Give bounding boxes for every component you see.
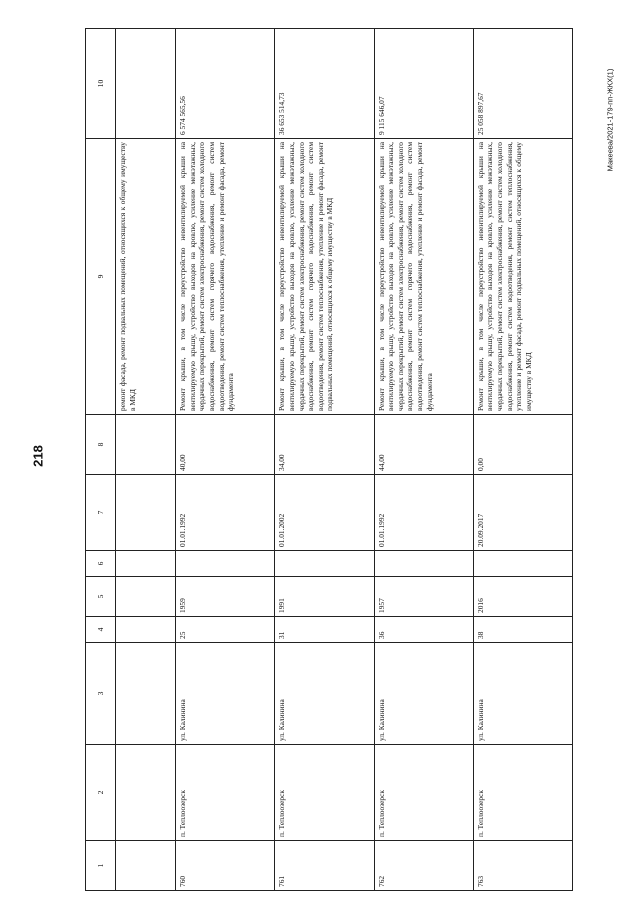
- column-number-row: [86, 29, 116, 891]
- cost: 36 653 514,73: [275, 29, 374, 139]
- settlement: п. Теплоозерск: [473, 745, 572, 841]
- cost: 25 058 897,67: [473, 29, 572, 139]
- build-year: 1957: [374, 577, 473, 617]
- repair-date: 01.01.1992: [176, 475, 275, 551]
- col-6: [473, 551, 572, 577]
- build-year: 2016: [473, 577, 572, 617]
- row-number: 761: [275, 841, 374, 891]
- work-description: Ремонт крыши, в том числе переустройство невентилируемой крыши на вентилируемую крышу, устройство выходов на кровлю, усиление межэтажных, чердачных перекрытий, ремонт систем электроснабжения, ремонт систем холодного водоснабжения, ремонт систем горячего водоснабжения, ремонт систем водоотведения, ремонт систем теплоснабжения, утепление и ремонт фасада, ремонт фундамента: [176, 139, 275, 415]
- work-description: ремонт фасада, ремонт подвальных помещений, относящихся к общему имуществу в МКД: [116, 139, 176, 415]
- street: ул. Калинина: [374, 643, 473, 745]
- column-header: 6: [86, 551, 116, 577]
- row-number: 760: [176, 841, 275, 891]
- street: ул. Калинина: [176, 643, 275, 745]
- work-description: Ремонт крыши, в том числе переустройство невентилируемой крыши на вентилируемую крышу, устройство выходов на кровлю, усиление межэтажных, чердачных перекрытий, ремонт систем электроснабжения, ремонт систем холодного водоснабжения, ремонт систем горячего водоснабжения, ремонт систем водоотведения, ремонт систем теплоснабжения, утепление и ремонт фасада, ремонт подвальных помещений, относящихся к общему имуществу в МКД: [275, 139, 374, 415]
- col-6: [374, 551, 473, 577]
- house-number: 38: [473, 617, 572, 643]
- column-header: 5: [86, 577, 116, 617]
- wear-percent: 34,00: [275, 415, 374, 475]
- table-row: [374, 29, 473, 891]
- column-header: 9: [86, 139, 116, 415]
- col-6: [275, 551, 374, 577]
- settlement: п. Теплоозерск: [176, 745, 275, 841]
- repair-date: 01.01.1992: [374, 475, 473, 551]
- repair-program-table: [85, 28, 573, 891]
- cost: 6 574 565,56: [176, 29, 275, 139]
- settlement: п. Теплоозерск: [374, 745, 473, 841]
- continuation-row: [116, 29, 176, 891]
- house-number: 36: [374, 617, 473, 643]
- page-number: 218: [30, 445, 46, 467]
- row-number: 762: [374, 841, 473, 891]
- work-description: Ремонт крыши, в том числе переустройство невентилируемой крыши на вентилируемую крышу, устройство выходов на кровлю, усиление межэтажных, чердачных перекрытий, ремонт систем электроснабжения, ремонт систем холодного водоснабжения, ремонт систем горячего водоснабжения, ремонт систем водоотведения, ремонт систем теплоснабжения, утепление и ремонт фасада, ремонт фундамента: [374, 139, 473, 415]
- wear-percent: 44,00: [374, 415, 473, 475]
- house-number: 25: [176, 617, 275, 643]
- column-header: 8: [86, 415, 116, 475]
- cost: 9 115 646,07: [374, 29, 473, 139]
- street: ул. Калинина: [473, 643, 572, 745]
- column-header: 4: [86, 617, 116, 643]
- house-number: 31: [275, 617, 374, 643]
- row-number: 763: [473, 841, 572, 891]
- wear-percent: 0,00: [473, 415, 572, 475]
- table-row: [176, 29, 275, 891]
- column-header: 2: [86, 745, 116, 841]
- repair-date: 20.09.2017: [473, 475, 572, 551]
- wear-percent: 40,00: [176, 415, 275, 475]
- settlement: п. Теплоозерск: [275, 745, 374, 841]
- document-code: Макеева/2021-179-пп-ЖКХ(1): [605, 68, 615, 172]
- table-row: [473, 29, 572, 891]
- column-header: 10: [86, 29, 116, 139]
- rotated-table-container: [85, 29, 573, 891]
- column-header: 7: [86, 475, 116, 551]
- build-year: 1991: [275, 577, 374, 617]
- column-header: 3: [86, 643, 116, 745]
- table-row: [275, 29, 374, 891]
- column-header: 1: [86, 841, 116, 891]
- repair-date: 01.01.2002: [275, 475, 374, 551]
- work-description: Ремонт крыши, в том числе переустройство невентилируемой крыши на вентилируемую крышу, устройство выходов на кровлю, усиление межэтажных, чердачных перекрытий, ремонт систем электроснабжения, ремонт систем холодного водоснабжения, ремонт систем водоотведения, ремонт систем теплоснабжения, утепление и ремонт фасада, ремонт подвальных помещений, относящихся к общему имуществу в МКД: [473, 139, 572, 415]
- col-6: [176, 551, 275, 577]
- street: ул. Калинина: [275, 643, 374, 745]
- build-year: 1959: [176, 577, 275, 617]
